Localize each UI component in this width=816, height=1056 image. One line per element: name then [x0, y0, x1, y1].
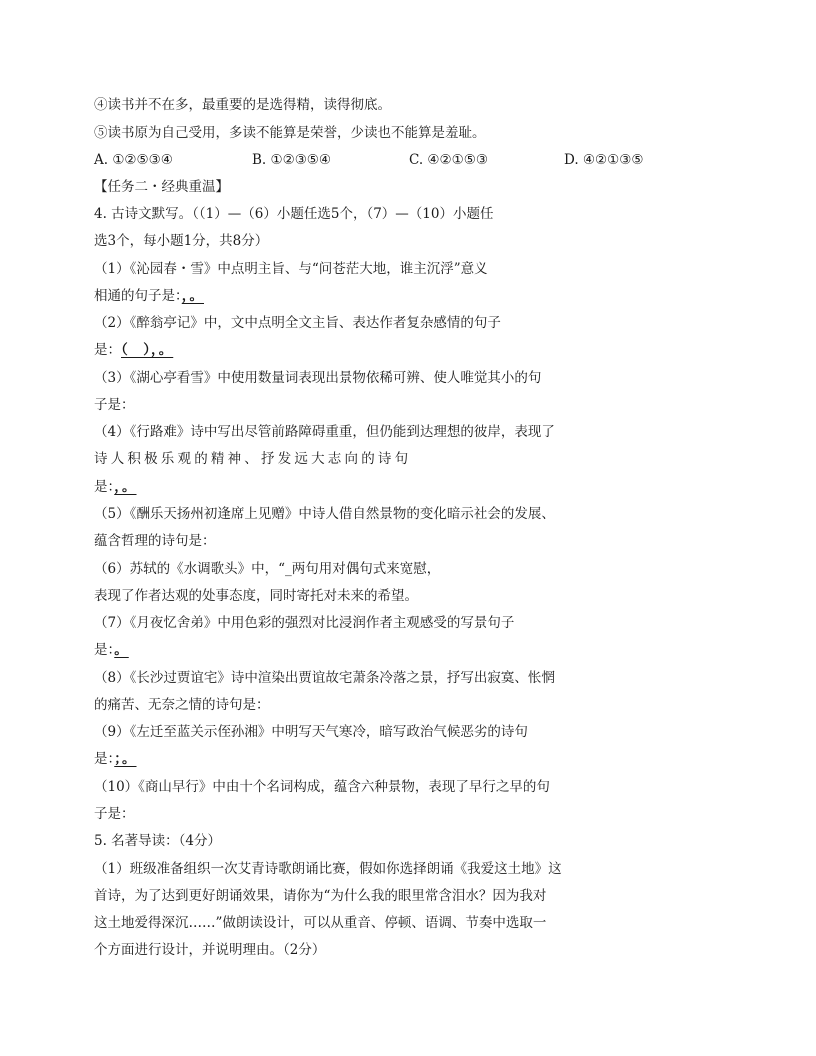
subquestion-9-line2: [94, 750, 137, 768]
subquestion-3-line1: （3）《湖心亭看雪》中使用数量词表现出景物依稀可辨、使人唯觉其小的句: [94, 370, 542, 386]
question-5-heading: 5. 名著导读：（4分）: [94, 833, 222, 849]
subquestion-3-line2: 子是：: [94, 397, 135, 413]
question-5-1-line4: 个方面进行设计，并说明理由。（2分）: [94, 942, 326, 958]
answer-prefix: 是：: [94, 751, 115, 767]
option-c: C. ④②①⑤③: [409, 152, 488, 168]
answer-prefix: 是：: [94, 479, 115, 495]
question-5-1-line2: 首诗，为了达到更好朗诵效果，请你为“为什么我的眼里常含泪水？因为我对: [94, 888, 547, 904]
answer-blank: ，。: [114, 479, 137, 495]
subquestion-7-line1: （7）《月夜忆舍弟》中用色彩的强烈对比浸润作者主观感受的写景句子: [94, 615, 515, 631]
subquestion-2-line2: [94, 341, 173, 359]
subquestion-5-line2: 蕴含哲理的诗句是：: [94, 533, 216, 549]
option-b: B. ①②③⑤④: [252, 152, 332, 168]
subquestion-8-line2: 的痛苦、无奈之情的诗句是：: [94, 697, 270, 713]
subquestion-1-line2: [94, 287, 204, 305]
answer-blank: 。: [114, 642, 129, 658]
option-a: A. ①②⑤③④: [94, 152, 173, 168]
subquestion-5-line1: （5）《酬乐天扬州初逢席上见赠》中诗人借自然景物的变化暗示社会的发展、: [94, 506, 555, 522]
subquestion-7-line2: [94, 641, 129, 659]
subquestion-4-line2: 诗人积极乐观的精神、抒发远大志向的诗句: [94, 451, 412, 467]
answer-prefix: 相通的句子是：: [94, 288, 182, 304]
subquestion-4-line1: （4）《行路难》诗中写出尽管前路障碍重重，但仍能到达理想的彼岸，表现了: [94, 424, 555, 440]
subquestion-6-line2: 表现了作者达观的处事态度，同时寄托对未来的希望。: [94, 588, 418, 604]
options-row: [94, 151, 694, 169]
subquestion-10-line2: 子是：: [94, 806, 135, 822]
option-d: D. ④②①③⑤: [564, 152, 644, 168]
answer-blank: ；。: [114, 751, 137, 767]
subquestion-6-line1: （6）苏轼的《水调歌头》中，“_两句用对偶句式来宽慰，: [94, 561, 441, 577]
subquestion-8-line1: （8）《长沙过贾谊宅》诗中渲染出贾谊故宅萧条冷落之景，抒写出寂寞、怅惘: [94, 670, 555, 686]
section-heading-task2: 【任务二・经典重温】: [94, 179, 229, 195]
answer-blank: ，。: [181, 288, 204, 304]
question-4-line1: 4. 古诗文默写。（（1）—（6）小题任选5个，（7）—（10）小题任: [94, 206, 494, 222]
subquestion-9-line1: （9）《左迁至蓝关示侄孙湘》中明写天气寒冷，暗写政治气候恶劣的诗句: [94, 724, 528, 740]
subquestion-1-line1: （1）《沁园春・雪》中点明主旨、与“问苍茫大地，谁主沉浮”意义: [94, 261, 488, 277]
answer-prefix: 是：: [94, 642, 115, 658]
subquestion-4-line3: [94, 478, 137, 496]
reading-item-4: ④读书并不在多，最重要的是选得精，读得彻底。: [94, 97, 391, 113]
question-4-line2: 选3个，每小题1分，共8分）: [94, 233, 269, 249]
reading-item-5: ⑤读书原为自己受用，多读不能算是荣誉，少读也不能算是羞耻。: [94, 125, 486, 141]
answer-prefix: 是：: [94, 342, 121, 358]
subquestion-2-line1: （2）《醉翁亭记》中，文中点明全文主旨、表达作者复杂感情的句子: [94, 315, 501, 331]
question-5-1-line1: （1）班级准备组织一次艾青诗歌朗诵比赛，假如你选择朗诵《我爱这土地》这: [94, 861, 562, 877]
subquestion-10-line1: （10）《商山早行》中由十个名词构成，蕴含六种景物，表现了早行之早的句: [94, 779, 550, 795]
question-5-1-line3: 这土地爱得深沉……”做朗读设计，可以从重音、停顿、语调、节奏中选取一: [94, 915, 547, 931]
answer-blank: （ ），。: [121, 342, 174, 358]
